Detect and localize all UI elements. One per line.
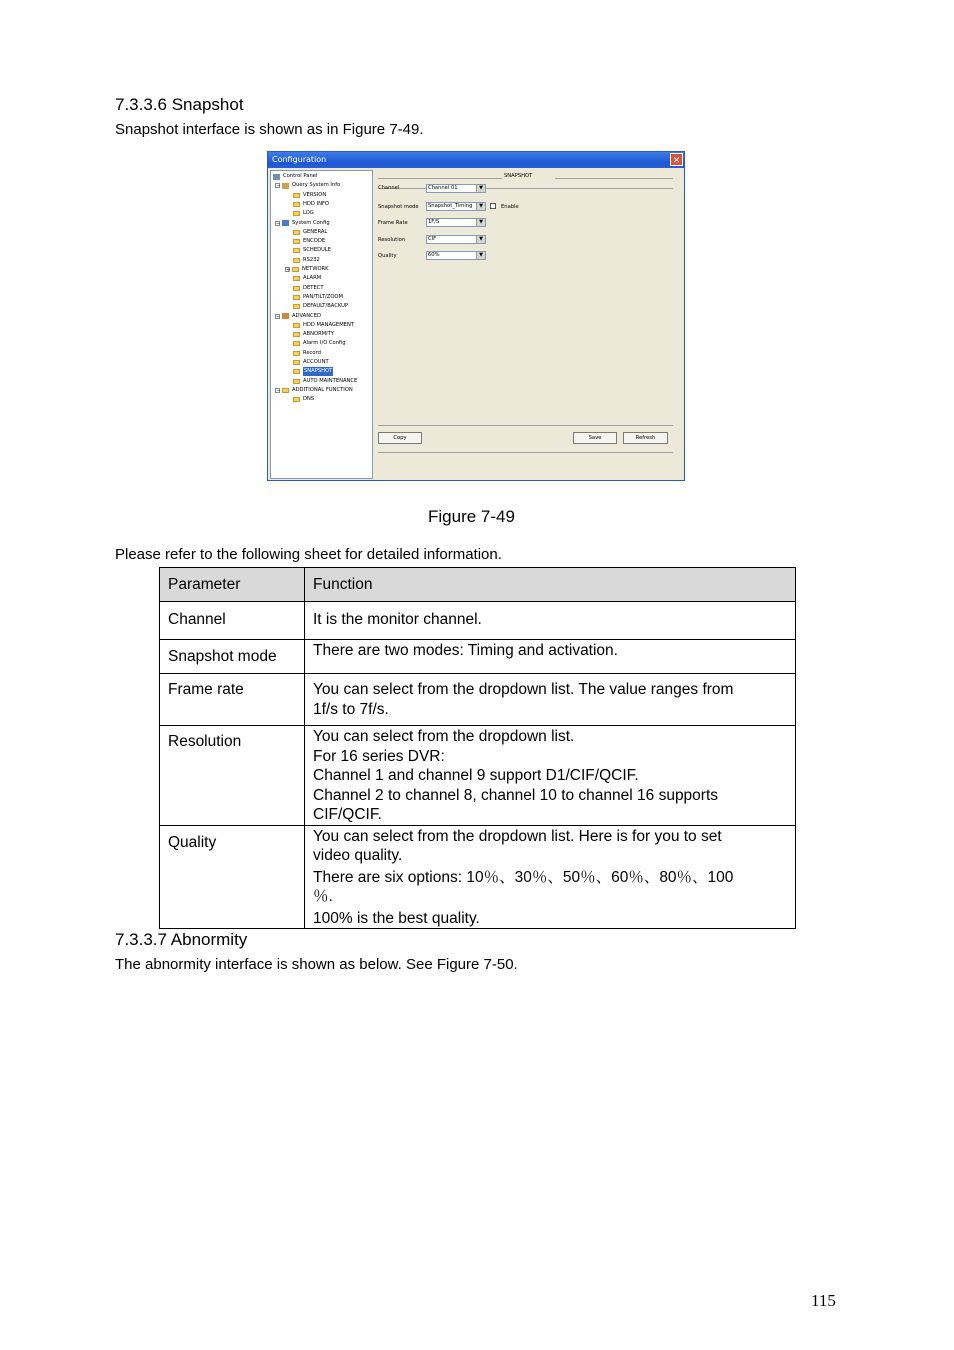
tree-item-label: GENERAL: [303, 228, 328, 235]
folder-icon: [293, 332, 300, 337]
quality-label: Quality: [378, 253, 397, 259]
tree-item-additional-function[interactable]: [275, 386, 353, 395]
snapshot-intro: Snapshot interface is shown as in Figure 7-49.: [115, 121, 424, 138]
tree-item-label: LOG: [303, 210, 314, 217]
page-number: 115: [811, 1291, 836, 1310]
tree-item-alarm-i-o-config[interactable]: [293, 339, 346, 348]
bottom-divider: [378, 452, 673, 453]
function-line: There are two modes: Timing and activation.: [313, 642, 618, 659]
button-divider: [378, 425, 673, 426]
folder-icon: [293, 360, 300, 365]
table-header-function: Function: [305, 568, 796, 602]
folder-icon: [293, 341, 300, 346]
tree-item-log[interactable]: [293, 209, 314, 218]
param-cell: Frame rate: [160, 674, 305, 726]
panel-divider: [378, 188, 673, 189]
panel-title: SNAPSHOT: [504, 173, 533, 179]
folder-icon: [293, 304, 300, 309]
table-header-parameter: Parameter: [160, 568, 305, 602]
tree-item-label: ALARM: [303, 275, 322, 282]
function-line: ％.: [313, 888, 333, 905]
tree-item-system-config[interactable]: [275, 219, 330, 228]
folder-icon: [293, 397, 300, 402]
folder-icon: [292, 267, 299, 272]
function-cell: [305, 674, 796, 726]
section-heading-snapshot: 7.3.3.6 Snapshot: [115, 95, 244, 114]
tree-item-label: DEFAULT/BACKUP: [303, 303, 349, 310]
tree-item-label: SCHEDULE: [303, 247, 332, 254]
param-cell: Resolution: [160, 726, 305, 826]
function-line: 1f/s to 7f/s.: [313, 700, 389, 718]
figure-caption: Figure 7-49: [428, 507, 515, 526]
close-icon[interactable]: ✕: [670, 153, 683, 166]
function-line: 100% is the best quality.: [313, 909, 480, 927]
frame-rate-value: 1F/S: [428, 219, 440, 225]
table-row: [160, 825, 796, 929]
snapshot-mode-value: Snapshot_Timing: [428, 203, 473, 209]
resolution-value: CIF: [428, 236, 437, 242]
section-heading-abnormity: 7.3.3.7 Abnormity: [115, 930, 248, 949]
tree-item-general[interactable]: [293, 228, 327, 237]
resolution-label: Resolution: [378, 237, 406, 243]
resolution-dropdown[interactable]: [426, 235, 486, 244]
snapshot-mode-label: Snapshot mode: [378, 204, 419, 210]
function-line: You can select from the dropdown list. Here is for you to set: [313, 827, 722, 845]
config-tree: [270, 170, 373, 479]
param-cell: Snapshot mode: [160, 640, 305, 674]
chevron-down-icon: ▼: [476, 203, 485, 210]
tree-item-dns[interactable]: [293, 395, 314, 404]
expand-icon[interactable]: +: [286, 267, 291, 273]
quality-value: 60%: [428, 252, 440, 258]
window-title: Configuration: [268, 152, 684, 168]
function-line: There are six options: 10％、30％、50％、60％、80％、100: [313, 868, 734, 886]
folder-icon: [293, 230, 300, 235]
function-cell: [305, 602, 796, 640]
tree-item-auto-maintenance[interactable]: [293, 377, 357, 386]
tree-item-label: ABNORMITY: [303, 331, 335, 338]
folder-icon: [293, 248, 300, 253]
function-line: Channel 2 to channel 8, channel 10 to channel 16 supports: [313, 786, 719, 804]
tree-item-label: VERSION: [303, 191, 327, 198]
tree-item-label: DNS: [303, 396, 315, 403]
folder-icon: [293, 258, 300, 263]
tree-item-label: ADDITIONAL FUNCTION: [292, 386, 353, 393]
folder-icon: [293, 323, 300, 328]
snapshot-mode-dropdown[interactable]: [426, 202, 486, 211]
function-cell: [305, 726, 796, 826]
tree-item-query-system-info[interactable]: [275, 181, 340, 190]
advanced-icon: [282, 313, 289, 319]
folder-icon: [293, 379, 300, 384]
chevron-down-icon: ▼: [476, 252, 485, 259]
parameter-table: [159, 567, 796, 929]
folder-icon: [293, 276, 300, 281]
tree-item-abnormity[interactable]: [293, 330, 334, 339]
tree-item-schedule[interactable]: [293, 246, 331, 255]
tree-item-label: ENCODE: [303, 238, 326, 245]
tree-item-label: ADVANCED: [292, 312, 321, 319]
chevron-down-icon: ▼: [476, 185, 485, 192]
enable-checkbox[interactable]: [490, 203, 496, 209]
table-row: [160, 602, 796, 640]
refresh-button[interactable]: Refresh: [623, 432, 668, 444]
frame-rate-dropdown[interactable]: [426, 218, 486, 227]
function-cell: [305, 640, 796, 674]
function-line: video quality.: [313, 847, 403, 864]
folder-icon: [293, 295, 300, 300]
tree-item-label: Query System Info: [292, 182, 341, 189]
chevron-down-icon: ▼: [476, 236, 485, 243]
function-cell: [305, 825, 796, 929]
function-line: It is the monitor channel.: [313, 611, 482, 628]
tree-item-version[interactable]: [293, 191, 326, 200]
table-header-row: [160, 568, 796, 602]
table-row: [160, 726, 796, 826]
folder-icon: [293, 202, 300, 207]
tree-item-label: DETECT: [303, 284, 324, 291]
tree-item-label: Record: [303, 349, 321, 356]
folder-icon: [293, 369, 300, 374]
function-line: You can select from the dropdown list.: [313, 728, 575, 745]
tree-item-account[interactable]: [293, 358, 329, 367]
tree-item-label: HDD MANAGEMENT: [303, 321, 355, 328]
folder-icon: [293, 286, 300, 291]
tree-item-label: AUTO MAINTENANCE: [303, 377, 358, 384]
tree-item-label: Alarm I/O Config: [303, 340, 346, 347]
function-line: Channel 1 and channel 9 support D1/CIF/QCIF.: [313, 767, 639, 784]
frame-rate-label: Frame Rate: [378, 220, 408, 226]
folder-icon: [293, 351, 300, 356]
tree-item-label: RS232: [303, 256, 320, 263]
tree-item-label: PAN/TILT/ZOOM: [303, 293, 343, 300]
tree-item-label: SNAPSHOT: [304, 368, 333, 375]
channel-value: Channel 01: [428, 185, 458, 191]
tree-item-network[interactable]: [285, 265, 329, 274]
info-icon: [282, 183, 289, 189]
save-button[interactable]: Save: [573, 432, 617, 444]
tree-item-label: HDD INFO: [303, 200, 330, 207]
tree-item-snapshot[interactable]: [293, 367, 333, 376]
config-icon: [282, 220, 289, 226]
abnormity-intro: The abnormity interface is shown as below. See Figure 7-50.: [115, 956, 518, 973]
tree-item-pan-tilt-zoom[interactable]: [293, 293, 343, 302]
folder-icon: [293, 239, 300, 244]
param-cell: Channel: [160, 602, 305, 640]
snapshot-panel: [375, 170, 682, 479]
quality-dropdown[interactable]: [426, 251, 486, 260]
chevron-down-icon: ▼: [476, 219, 485, 226]
folder-icon: [282, 388, 289, 393]
panel-title-rule-right: [555, 178, 673, 179]
tree-item-advanced[interactable]: [275, 312, 321, 321]
panel-title-rule-left: [378, 178, 502, 179]
tree-item-detect[interactable]: [293, 284, 324, 293]
param-cell: Quality: [160, 825, 305, 929]
tree-item-label: ACCOUNT: [303, 359, 329, 365]
configuration-window: [267, 151, 685, 481]
tree-item-rs232[interactable]: [293, 256, 320, 265]
function-line: For 16 series DVR:: [313, 747, 445, 765]
tree-item-label: System Config: [292, 219, 330, 226]
tree-item-alarm[interactable]: [293, 274, 321, 283]
tree-item-label: Control Panel: [283, 173, 318, 179]
folder-icon: [293, 211, 300, 216]
table-row: [160, 674, 796, 726]
table-row: [160, 640, 796, 674]
sheet-intro: Please refer to the following sheet for detailed information.: [115, 546, 502, 563]
tree-item-control-panel[interactable]: [273, 172, 317, 181]
collapse-icon[interactable]: −: [276, 313, 281, 320]
collapse-icon[interactable]: −: [276, 220, 281, 227]
tree-item-label: NETWORK: [302, 266, 329, 272]
tree-item-encode[interactable]: [293, 237, 325, 246]
channel-label: Channel: [378, 185, 400, 191]
collapse-icon[interactable]: −: [276, 387, 281, 394]
folder-icon: [293, 193, 300, 198]
function-line: You can select from the dropdown list. The value ranges from: [313, 681, 734, 698]
channel-dropdown[interactable]: [426, 184, 486, 193]
collapse-icon[interactable]: −: [276, 183, 281, 190]
copy-button[interactable]: Copy: [378, 432, 422, 444]
tree-item-hdd-info[interactable]: [293, 200, 329, 209]
monitor-icon: [273, 174, 280, 180]
tree-item-default-backup[interactable]: [293, 302, 348, 311]
tree-item-record[interactable]: [293, 349, 321, 358]
tree-item-hdd-management[interactable]: [293, 321, 354, 330]
enable-checkbox-label: Enable: [501, 204, 519, 210]
function-line: CIF/QCIF.: [313, 806, 382, 823]
